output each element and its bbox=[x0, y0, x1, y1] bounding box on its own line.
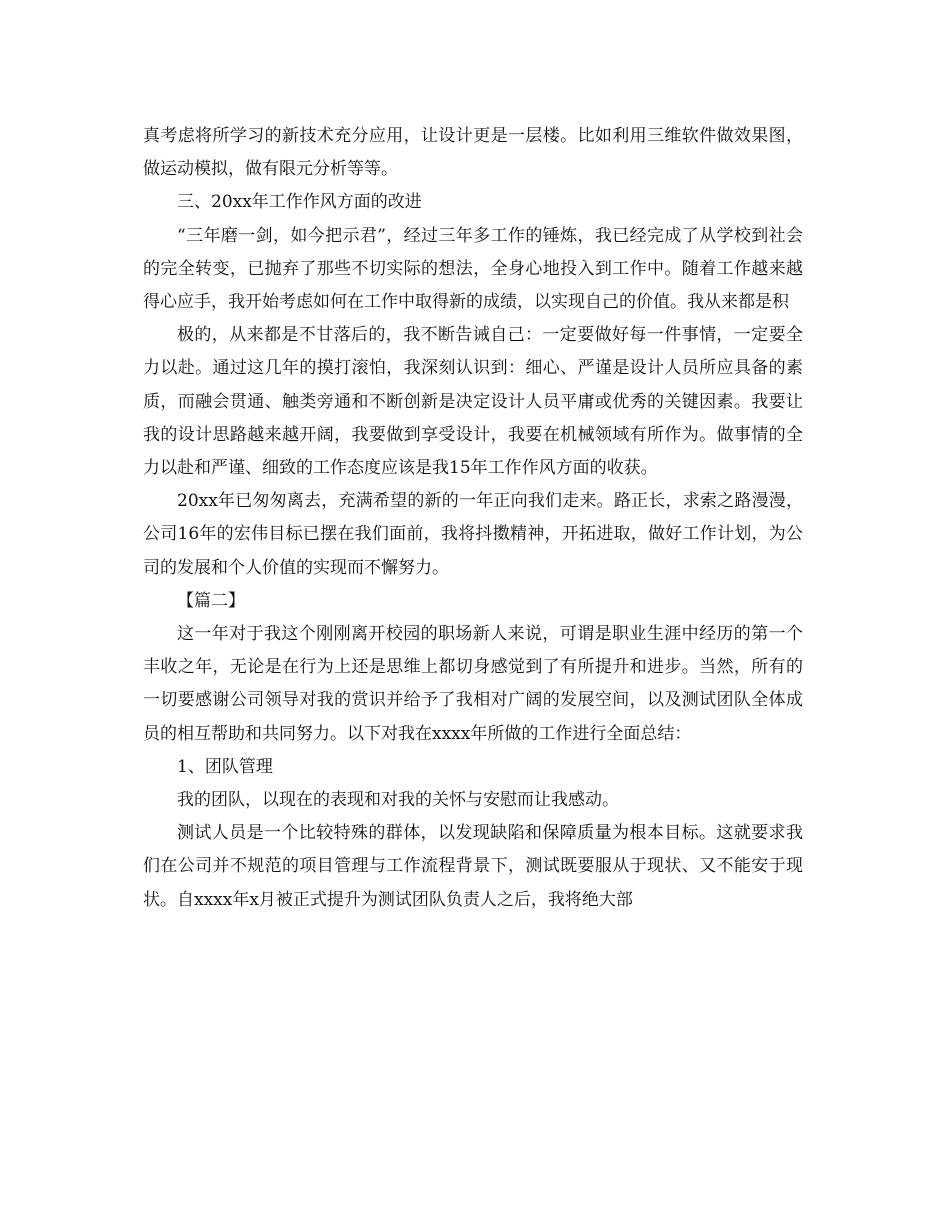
paragraph-testers: 测试人员是一个比较特殊的群体，以发现缺陷和保障质量为根本目标。这就要求我们在公司并不规范的项目管理与工作流程背景下，测试既要服从于现状、又不能安于现状。自xxxx年x月被正式提升为测试团队负责人之后，我将绝大部 bbox=[143, 823, 803, 910]
document-body bbox=[143, 120, 803, 917]
section-heading-part-two: 【篇二】 bbox=[177, 590, 245, 611]
paragraph-my-team: 我的团队，以现在的表现和对我的关怀与安慰而让我感动。 bbox=[177, 790, 619, 811]
section-heading-work-style: 三、20xx年工作作风方面的改进 bbox=[177, 192, 422, 213]
paragraph-positive-attitude: 极的，从来都是不甘落后的，我不断告诫自己：一定要做好每一件事情，一定要全力以赴。通过这几年的摸打滚怕，我深刻认识到：细心、严谨是设计人员所应具备的素质，而融会贯通、触类旁通和不断创新是决定设计人员平庸或优秀的关键因素。我要让我的设计思路越来越开阔，我要做到享受设计，我要在机械领域有所作为。做事情的全力以赴和严谨、细致的工作态度应该是我15年工作作风方面的收获。 bbox=[143, 325, 803, 479]
paragraph-three-years: “三年磨一剑，如今把示君”，经过三年多工作的锤炼，我已经完成了从学校到社会的完全转变，已抛弃了那些不切实际的想法，全身心地投入到工作中。随着工作越来越得心应手，我开始考虑如何在工作中取得新的成绩，以实现自己的价值。我从来都是积 bbox=[143, 225, 803, 313]
paragraph-continuation: 真考虑将所学习的新技术充分应用，让设计更是一层楼。比如利用三维软件做效果图，做运动模拟，做有限元分析等等。 bbox=[143, 126, 803, 180]
paragraph-new-year: 20xx年已匆匆离去，充满希望的新的一年正向我们走来。路正长，求索之路漫漫，公司16年的宏伟目标已摆在我们面前，我将抖擞精神，开拓进取，做好工作计划，为公司的发展和个人价值的实现而不懈努力。 bbox=[143, 491, 803, 578]
paragraph-first-year: 这一年对于我这个刚刚离开校园的职场新人来说，可谓是职业生涯中经历的第一个丰收之年，无论是在行为上还是思维上都切身感觉到了有所提升和进步。当然，所有的一切要感谢公司领导对我的赏识并给予了我相对广阔的发展空间，以及测试团队全体成员的相互帮助和共同努力。以下对我在xxxx年所做的工作进行全面总结： bbox=[143, 624, 803, 744]
section-heading-team-management: 1、团队管理 bbox=[177, 756, 273, 777]
